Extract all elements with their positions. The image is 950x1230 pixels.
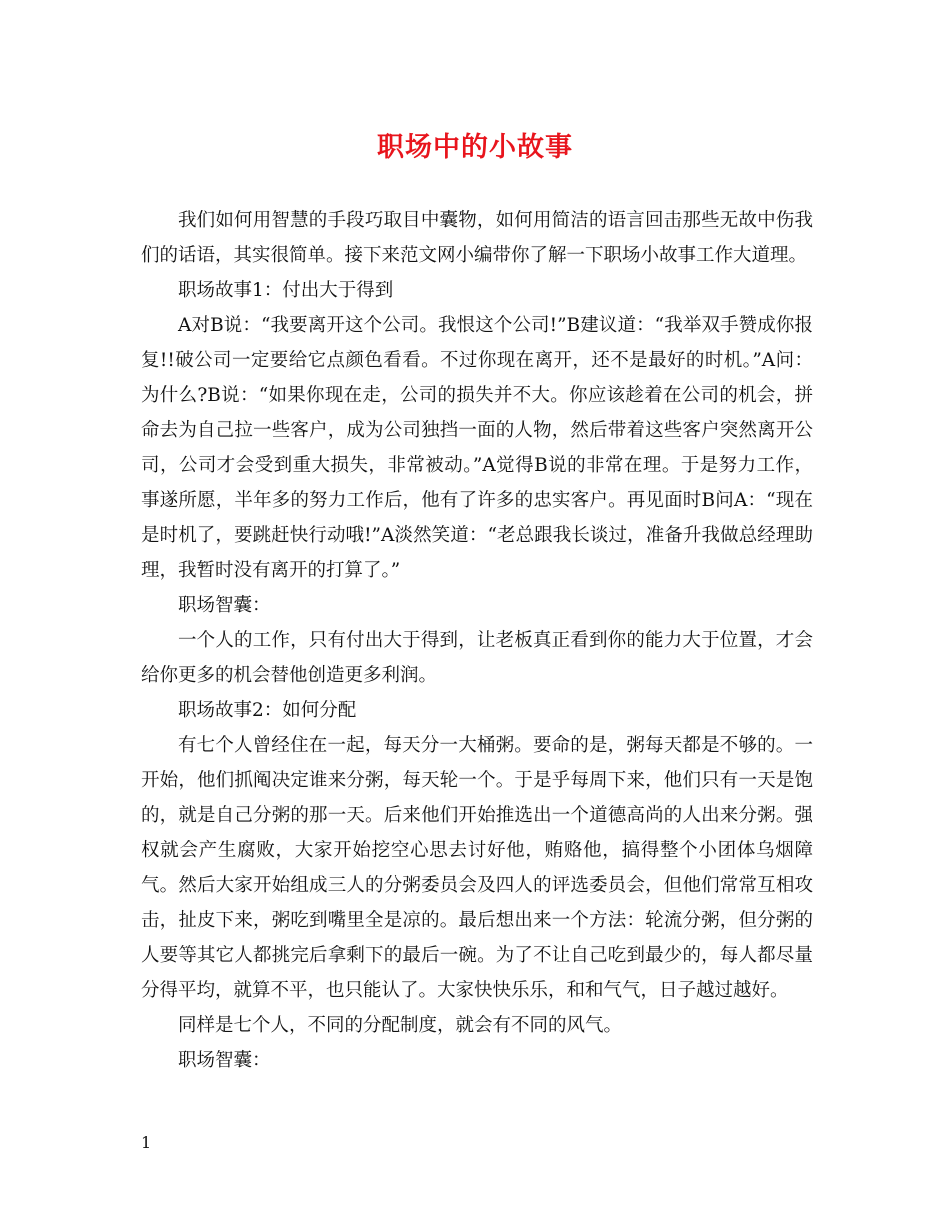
document-body [141,203,813,1078]
paragraph-story-2-conclusion: 同样是七个人，不同的分配制度，就会有不同的风气。 [178,1015,623,1036]
heading-wisdom-1: 职场智囊： [178,595,271,616]
document-title: 职场中的小故事 [377,132,573,163]
heading-wisdom-2: 职场智囊： [178,1050,271,1071]
heading-story-1: 职场故事1：付出大于得到 [178,280,394,301]
paragraph-wisdom-1: 一个人的工作，只有付出大于得到，让老板真正看到你的能力大于位置，才会给你更多的机会替他创造更多利润。 [141,630,813,686]
paragraph-story-1: A对B说：“我要离开这个公司。我恨这个公司!”B建议道：“我举双手赞成你报复!!破公司一定要给它点颜色看看。不过你现在离开，还不是最好的时机。”A问：为什么?B说：“如果你现在走，公司的损失并不大。你应该趁着在公司的机会，拼命去为自己拉一些客户，成为公司独挡一面的人物，然后带着这些客户突然离开公司，公司才会受到重大损失，非常被动。”A觉得B说的非常在理。于是努力工作，事遂所愿，半年多的努力工作后，他有了许多的忠实客户。再见面时B问A：“现在是时机了，要跳赶快行动哦!”A淡然笑道：“老总跟我长谈过，准备升我做总经理助理，我暂时没有离开的打算了。” [141,315,813,581]
page-number: 1 [141,1133,152,1152]
heading-story-2: 职场故事2：如何分配 [178,700,357,721]
paragraph-intro: 我们如何用智慧的手段巧取目中囊物，如何用简洁的语言回击那些无故中伤我们的话语，其实很简单。接下来范文网小编带你了解一下职场小故事工作大道理。 [141,210,813,266]
paragraph-story-2: 有七个人曾经住在一起，每天分一大桶粥。要命的是，粥每天都是不够的。一开始，他们抓阄决定谁来分粥，每天轮一个。于是乎每周下来，他们只有一天是饱的，就是自己分粥的那一天。后来他们开始推选出一个道德高尚的人出来分粥。强权就会产生腐败，大家开始挖空心思去讨好他，贿赂他，搞得整个小团体乌烟障气。然后大家开始组成三人的分粥委员会及四人的评选委员会，但他们常常互相攻击，扯皮下来，粥吃到嘴里全是凉的。最后想出来一个方法：轮流分粥，但分粥的人要等其它人都挑完后拿剩下的最后一碗。为了不让自己吃到最少的，每人都尽量分得平均，就算不平，也只能认了。大家快快乐乐，和和气气，日子越过越好。 [141,735,813,1001]
